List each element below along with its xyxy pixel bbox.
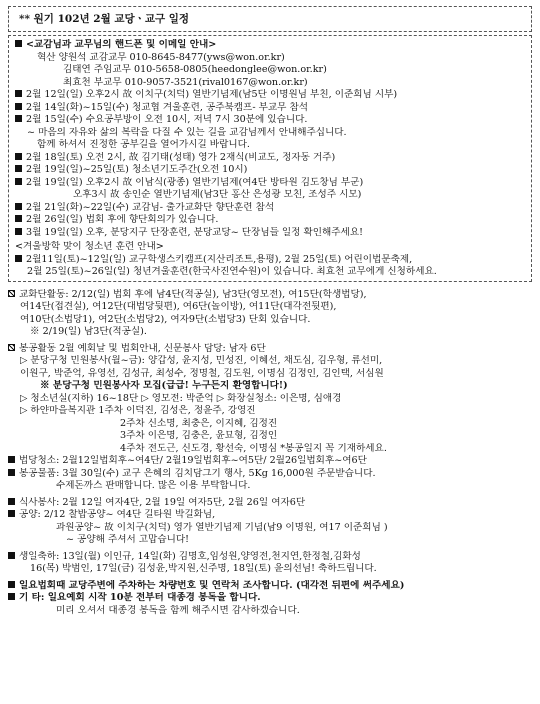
bongsa-text: 4주차 전도근, 신도경, 황선숙, 이명심 *봉공일지 꼭 기재하세요. bbox=[120, 442, 387, 454]
section1-text: 김태연 주임교무 010-5658-0805(heedonglee@won.or.kr) bbox=[63, 64, 327, 75]
bulletin-page bbox=[8, 6, 532, 617]
bongsa-section bbox=[8, 343, 532, 456]
section1-line bbox=[15, 64, 525, 77]
bullet-square-icon bbox=[15, 215, 22, 222]
bongsa-line bbox=[8, 380, 532, 393]
gyohwa-line bbox=[8, 289, 532, 302]
gyohwa-text: 교화단활동: 2/12(일) 법회 후에 남4단(적공실), 남3단(영모전), 여15단(학생법당), bbox=[19, 288, 367, 300]
etc-line bbox=[8, 592, 532, 605]
page-title: ** 원기 102년 2월 교당ㆍ교구 일정 bbox=[8, 6, 532, 32]
gyohwa-line bbox=[8, 301, 532, 314]
gyohwa-text: 여10단(소법당1), 여2단(소법당2), 여자9단(소법당3) 단회 있습니다. bbox=[20, 313, 311, 325]
bongsa-line bbox=[8, 343, 532, 356]
offering-line bbox=[8, 534, 532, 547]
section1-text: 2월 25일(토)~26일(일) 청년겨울훈련(한국사진연수원)이 있습니다. 최효천 교무에게 신청하세요. bbox=[27, 266, 437, 277]
misc-line bbox=[8, 455, 532, 468]
gyohwa-text: 여14단(접견실), 여12단(대법당뒷편), 여6단(놀이방), 여11단(대각전뒷편), bbox=[20, 301, 337, 312]
bongsa-line bbox=[8, 418, 532, 431]
misc-text: 수제돈까스 판매합니다. 많은 이용 부탁합니다. bbox=[56, 480, 251, 491]
gyohwa-line bbox=[8, 314, 532, 327]
bongsa-text: ※ 분당구청 민원봉사자 모집(급급! 누구든지 환영합니다!) bbox=[40, 380, 288, 391]
bullet-square-icon bbox=[15, 165, 22, 172]
bongsa-line bbox=[8, 393, 532, 406]
bongsa-text: ▷ 분당구청 민원봉사(월~금): 양갑성, 윤지성, 민성진, 이혜선, 채도심, 김우형, 류선미, bbox=[20, 355, 383, 366]
section1-text: 2월 19일(일)~25일(토) 청소년기도주간(오전 10시) bbox=[26, 164, 248, 175]
offering-text: ~ 공양해 주셔서 고맙습니다! bbox=[66, 534, 189, 545]
section1-line bbox=[15, 77, 525, 90]
section1-line bbox=[15, 127, 525, 140]
section1-text: 2월 15일(수) 수요공부방이 오전 10시, 저녁 7시 30분에 있습니다. bbox=[26, 114, 308, 125]
section1-line bbox=[15, 89, 525, 102]
offering-section bbox=[8, 509, 532, 547]
bongsa-text: ▷ 청소년실(지하) 16~18단 ▷ 영모전: 박준억 ▷ 화장실청소: 이은명, 심애경 bbox=[20, 392, 342, 404]
section1-text: 2월 21일(화)~22일(수) 교감님- 출가교화단 향단훈련 참석 bbox=[26, 201, 275, 213]
bongsa-text: 이원구, 박준억, 유영선, 김성규, 최성수, 정명철, 김도원, 이명심 김정인, 김인택, 서심원 bbox=[20, 367, 384, 379]
bongsa-line bbox=[8, 443, 532, 456]
meal-section bbox=[8, 497, 532, 510]
gyohwa-section bbox=[8, 289, 532, 339]
etc-line bbox=[8, 605, 532, 618]
bongsa-line bbox=[8, 430, 532, 443]
offering-line bbox=[8, 509, 532, 522]
schedule-section bbox=[8, 35, 532, 282]
section1-line bbox=[15, 139, 525, 152]
section1-text: 함께 하셔서 진정한 공부길을 열어가시길 바랍니다. bbox=[37, 139, 250, 150]
offering-text: 공양: 2/12 찰밥공양~ 여4단 길타원 박길화님, bbox=[19, 509, 216, 520]
section1-text: 2월 26일(일) 법회 후에 향단회의가 있습니다. bbox=[26, 214, 219, 225]
bullet-square-icon bbox=[15, 115, 22, 122]
bullet-square-icon bbox=[15, 40, 22, 47]
section1-text: 3월 19일(일) 오후, 분당지구 단장훈련, 분당교당~ 단장님들 일정 확인해주세요! bbox=[26, 226, 363, 238]
section1-line bbox=[15, 189, 525, 202]
gyohwa-line bbox=[8, 326, 532, 339]
bullet-square-icon bbox=[8, 498, 15, 505]
bongsa-line bbox=[8, 405, 532, 418]
bullet-square-icon bbox=[15, 255, 22, 262]
section1-text: <겨울방학 맞이 청소년 훈련 안내> bbox=[15, 241, 164, 252]
misc-text: 법당청소: 2월12일법회후~여4단/ 2월19일법회후~여5단/ 2월26일법회후~여6단 bbox=[19, 455, 367, 466]
bullet-square-icon bbox=[15, 90, 22, 97]
section1-text: 2월11일(토)~12일(일) 교구학생스키캠프(지산리조트,용평), 2월 25일(토) 어린이법문축제, bbox=[26, 253, 413, 265]
section1-line bbox=[15, 254, 525, 267]
bullet-square-icon bbox=[8, 593, 15, 600]
section1-text: 2월 19일(일) 오후2시 故 이남식(광종) 열반기념제(여4단 방타원 김도창님 부군) bbox=[26, 176, 364, 188]
section1-line bbox=[15, 214, 525, 227]
meal-text: 식사봉사: 2월 12일 여자4단, 2월 19일 여자5단, 2월 26일 여자6단 bbox=[19, 496, 306, 508]
section1-line bbox=[15, 227, 525, 240]
bullet-square-icon bbox=[15, 228, 22, 235]
parking-section bbox=[8, 580, 532, 593]
section1-line bbox=[15, 266, 525, 279]
parking-text: 일요법회때 교당주변에 주차하는 차량번호 및 연락처 조사합니다. (대각전 뒤편에 써주세요) bbox=[19, 579, 405, 591]
etc-text: 미리 오셔서 대종경 봉독을 함께 해주시면 감사하겠습니다. bbox=[56, 604, 300, 616]
etc-text: 기 타: 일요예회 시작 10분 전부터 대종경 봉독을 합니다. bbox=[19, 592, 261, 603]
section1-line bbox=[15, 241, 525, 254]
bullet-square-icon bbox=[8, 456, 15, 463]
bullet-square-icon bbox=[8, 469, 15, 476]
bullet-square-icon bbox=[15, 103, 22, 110]
section1-line bbox=[15, 164, 525, 177]
bullet-square-icon bbox=[8, 552, 15, 559]
meal-line bbox=[8, 497, 532, 510]
gyohwa-text: ※ 2/19(일) 남3단(적공실). bbox=[30, 326, 147, 337]
bongsa-line bbox=[8, 355, 532, 368]
section1-text: 오후3시 故 송인순 열반기념제(남3단 홍산 은성광 모친, 조성주 시모) bbox=[73, 189, 362, 200]
section1-text: ~ 마음의 자유와 삶의 복락을 다질 수 있는 길을 교감님께서 안내해주십니다. bbox=[27, 126, 347, 138]
bongsa-text: ▷ 하얀마을복지관 1주차 이덕진, 김성은, 정윤주, 강영진 bbox=[20, 405, 256, 416]
bullet-square-icon bbox=[15, 153, 22, 160]
offering-line bbox=[8, 522, 532, 535]
section1-line bbox=[15, 202, 525, 215]
section1-line bbox=[15, 114, 525, 127]
section1-text: 2월 14일(화)~15일(수) 청교협 겨울훈련, 공주북캠프- 부교무 참석 bbox=[26, 101, 309, 113]
offering-text: 과원공양~ 故 이치구(치덕) 영가 열반기념제 기념(남9 이명원, 여17 이준희님 ) bbox=[56, 521, 388, 533]
section1-text: 2월 18일(토) 오전 2시, 故 김기태(성태) 영가 2재식(비교도, 정자동 거주) bbox=[26, 151, 336, 163]
etc-section bbox=[8, 592, 532, 617]
birthday-line bbox=[8, 563, 532, 576]
misc-line bbox=[8, 468, 532, 481]
bullet-square-icon bbox=[8, 581, 15, 588]
bongsa-text: 봉공활동 2월 예회날 및 법회안내, 신문봉사 담당: 남자 6단 bbox=[19, 342, 266, 354]
birthday-line bbox=[8, 551, 532, 564]
birthday-text: 16(목) 박범인, 17일(금) 김성윤,박지원,신주명, 18일(토) 윤의선님! 축하드립니다. bbox=[30, 563, 377, 574]
bullet-square-icon bbox=[8, 290, 15, 297]
section1-text: <교감님과 교무님의 핸드폰 및 이메일 안내> bbox=[26, 39, 217, 50]
bullet-square-icon bbox=[8, 344, 15, 351]
bullet-square-icon bbox=[15, 178, 22, 185]
bongsa-line bbox=[8, 368, 532, 381]
section1-text: 최효천 부교무 010-9057-3521(rival0167@won.or.kr) bbox=[63, 76, 308, 88]
bongsa-text: 3주차 이은명, 김충은, 윤묘형, 김정인 bbox=[120, 430, 278, 441]
section1-text: 혁산 양원석 교감교무 010-8645-8477(yws@won.or.kr) bbox=[37, 51, 285, 63]
birthday-text: 생일축하: 13일(월) 이인규, 14일(화) 김명호,임성원,양영전,천지연,한정철,김화성 bbox=[19, 550, 361, 562]
section1-line bbox=[15, 152, 525, 165]
bullet-square-icon bbox=[8, 510, 15, 517]
section1-text: 2월 12일(일) 오후2시 故 이치구(치덕) 열반기념제(남5단 이명원님 부친, 이준희님 시부) bbox=[26, 89, 398, 100]
misc-text: 봉공물품: 3월 30일(수) 교구 은혜의 김치담그기 행사, 5Kg 16,000원 주문받습니다. bbox=[19, 467, 376, 479]
section1-line bbox=[15, 39, 525, 52]
section1-line bbox=[15, 102, 525, 115]
section1-line bbox=[15, 177, 525, 190]
misc-section bbox=[8, 455, 532, 493]
misc-line bbox=[8, 480, 532, 493]
section1-line bbox=[15, 52, 525, 65]
parking-line bbox=[8, 580, 532, 593]
birthday-section bbox=[8, 551, 532, 576]
bongsa-text: 2주차 신소명, 최충은, 이지혜, 김정진 bbox=[120, 417, 278, 429]
bullet-square-icon bbox=[15, 203, 22, 210]
